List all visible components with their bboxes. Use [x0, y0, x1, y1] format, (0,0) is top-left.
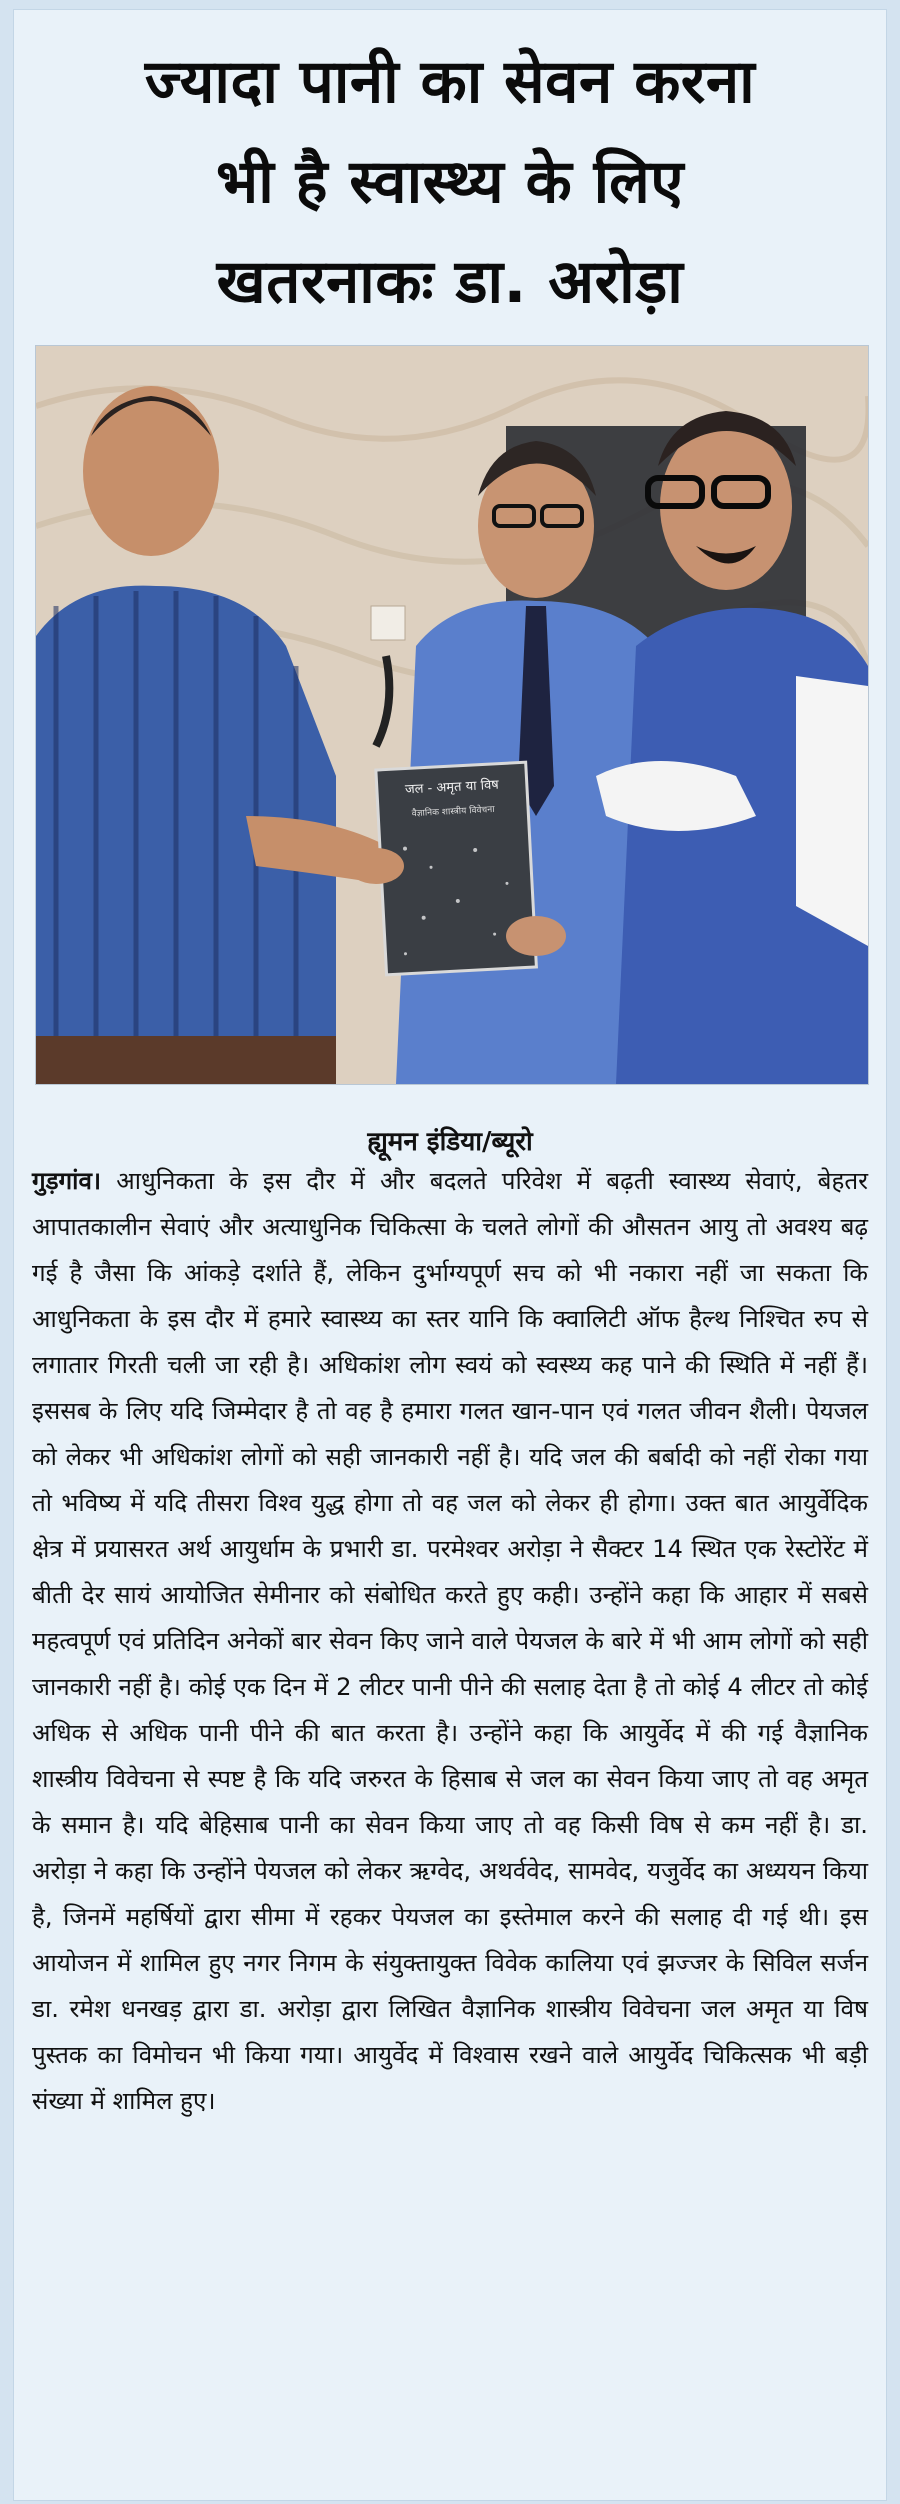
article-photo: [35, 345, 869, 1085]
newspaper-clipping: [14, 10, 886, 2500]
dateline: गुड़गांव।: [32, 1167, 102, 1195]
headline-line-2: भी है स्वास्थ्य के लिए: [216, 147, 684, 217]
headline-line-3: खतरनाकः डा. अरोड़ा: [216, 247, 684, 317]
headline-line-1: ज्यादा पानी का सेवन करना: [144, 47, 756, 117]
article-body: [32, 1158, 868, 2124]
article-body-text: आधुनिकता के इस दौर में और बदलते परिवेश में बढ़ती स्वास्थ्य सेवाएं, बेहतर आपातकालीन सेवाएं और अत्याधुनिक चिकित्सा के चलते लोगों की औसतन आयु तो अवश्य बढ़ गई है जैसा कि आंकड़े दर्शाते हैं, लेकिन दुर्भाग्यपूर्ण सच को भी नकारा नहीं जा सकता कि आधुनिकता के इस दौर में हमारे स्वास्थ्य का स्तर यानि कि क्वालिटी ऑफ हैल्थ निश्चित रुप से लगातार गिरती चली जा रही है। अधिकांश लोग स्वयं को स्वस्थ्य कह पाने की स्थिति में नहीं हैं। इससब के लिए यदि जिम्मेदार है तो वह है हमारा गलत खान-पान एवं गलत जीवन शैली। पेयजल को लेकर भी अधिकांश लोगों को सही जानकारी नहीं है। यदि जल की बर्बादी को नहीं रोका गया तो भविष्य में यदि तीसरा विश्व युद्ध होगा तो वह जल को लेकर ही होगा। उक्त बात आयुर्वेदिक क्षेत्र में प्रयासरत अर्थ आयुर्धाम के प्रभारी डा. परमेश्वर अरोड़ा ने सैक्टर 14 स्थित एक रेस्टोरेंट में बीती देर सायं आयोजित सेमीनार को संबोधित करते हुए कही। उन्होंने कहा कि आहार में सबसे महत्वपूर्ण एवं प्रतिदिन अनेकों बार सेवन किए जाने वाले पेयजल के बारे में भी आम लोगों को सही जानकारी नहीं है। कोई एक दिन में 2 लीटर पानी पीने की सलाह देता है तो कोई 4 लीटर तो कोई अधिक से अधिक पानी पीने की बात करता है। उन्होंने कहा कि आयुर्वेद में की गई वैज्ञानिक शास्त्रीय विवेचना से स्पष्ट है कि यदि जरुरत के हिसाब से जल का सेवन किया जाए तो वह अमृत के समान है। यदि बेहिसाब पानी का सेवन किया जाए तो वह किसी विष से कम नहीं है। डा. अरोड़ा ने कहा कि उन्होंने पेयजल को लेकर ऋग्वेद, अथर्ववेद, सामवेद, यजुर्वेद का अध्ययन किया है, जिनमें महर्षियों द्वारा सीमा में रहकर पेयजल का इस्तेमाल करने की सलाह दी गई थी। इस आयोजन में शामिल हुए नगर निगम के संयुक्तायुक्त विवेक कालिया एवं झज्जर के सिविल सर्जन डा. रमेश धनखड़ द्वारा डा. अरोड़ा द्वारा लिखित वैज्ञानिक शास्त्रीय विवेचना जल अमृत या विष पुस्तक का विमोचन भी किया गया। आयुर्वेद में विश्वास रखने वाले आयुर्वेद चिकित्सक भी बड़ी संख्या में शामिल हुए।: [32, 1167, 868, 2115]
headline: [14, 10, 886, 332]
book-title: जल - अमृत या विष: [404, 777, 500, 798]
photo-illustration: [36, 346, 868, 1084]
book-subtitle: वैज्ञानिक शास्त्रीय विवेचना: [411, 804, 495, 820]
byline: ह्यूमन इंडिया/ब्यूरो: [367, 1127, 533, 1157]
